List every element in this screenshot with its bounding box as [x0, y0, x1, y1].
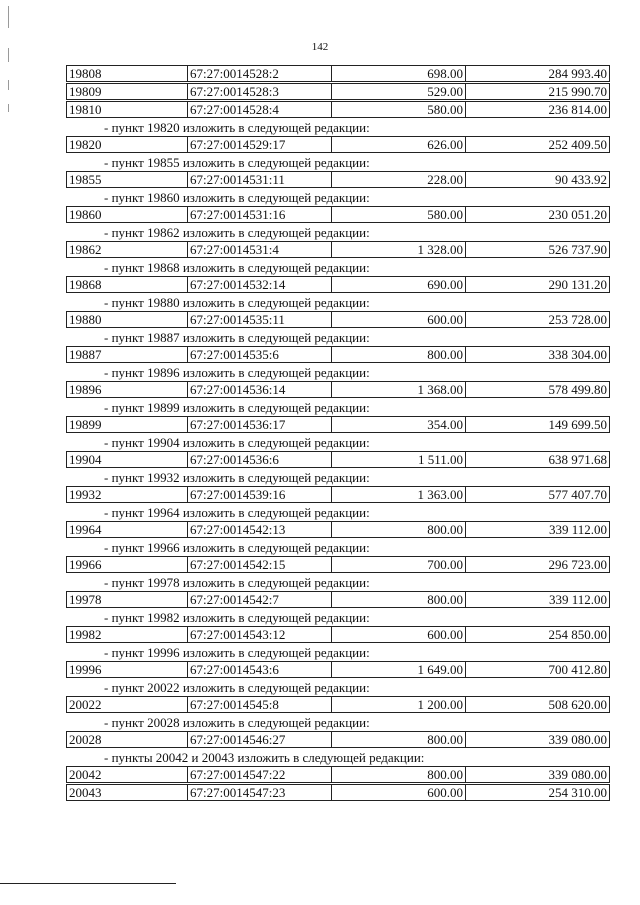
cadastral-number-cell: 67:27:0014532:14	[188, 277, 332, 292]
amendment-instruction: - пункт 19982 изложить в следующей редакции:	[104, 610, 370, 625]
cadastral-number-cell: 67:27:0014528:2	[188, 66, 332, 81]
table-row	[66, 65, 610, 82]
cadastral-number-cell: 67:27:0014528:3	[188, 84, 332, 99]
area-cell: 600.00	[332, 627, 466, 642]
item-number-cell: 20028	[67, 732, 188, 747]
cadastral-number-cell: 67:27:0014542:13	[188, 522, 332, 537]
item-number-cell: 19860	[67, 207, 188, 222]
cadastral-number-cell: 67:27:0014531:4	[188, 242, 332, 257]
cadastral-number-cell: 67:27:0014536:14	[188, 382, 332, 397]
amendment-instruction: - пункт 19868 изложить в следующей редакции:	[104, 260, 370, 275]
cadastral-number-cell: 67:27:0014528:4	[188, 102, 332, 117]
table-row	[66, 101, 610, 118]
value-cell: 236 814.00	[548, 102, 607, 117]
value-cell: 284 993.40	[548, 66, 607, 81]
area-cell: 1 363.00	[332, 487, 466, 502]
area-cell: 600.00	[332, 312, 466, 327]
table-row	[66, 171, 610, 188]
item-number-cell: 19932	[67, 487, 188, 502]
table-row	[66, 381, 610, 398]
item-number-cell: 19820	[67, 137, 188, 152]
amendment-instruction: - пункт 19899 изложить в следующей редакции:	[104, 400, 370, 415]
value-cell: 254 850.00	[548, 627, 607, 642]
area-cell: 228.00	[332, 172, 466, 187]
amendment-instruction: - пункт 20028 изложить в следующей редакции:	[104, 715, 370, 730]
value-cell: 254 310.00	[548, 785, 607, 800]
table-row	[66, 556, 610, 573]
margin-mark-middle	[8, 80, 9, 90]
cadastral-number-cell: 67:27:0014542:7	[188, 592, 332, 607]
item-number-cell: 19810	[67, 102, 188, 117]
value-cell: 339 112.00	[548, 592, 607, 607]
cadastral-number-cell: 67:27:0014535:6	[188, 347, 332, 362]
amendment-instruction: - пункт 19964 изложить в следующей редакции:	[104, 505, 370, 520]
area-cell: 529.00	[332, 84, 466, 99]
cadastral-number-cell: 67:27:0014545:8	[188, 697, 332, 712]
table-row	[66, 591, 610, 608]
amendment-instruction: - пункт 19966 изложить в следующей редакции:	[104, 540, 370, 555]
value-cell: 253 728.00	[548, 312, 607, 327]
value-cell: 638 971.68	[548, 452, 607, 467]
value-cell: 230 051.20	[548, 207, 607, 222]
area-cell: 700.00	[332, 557, 466, 572]
item-number-cell: 19880	[67, 312, 188, 327]
cadastral-number-cell: 67:27:0014546:27	[188, 732, 332, 747]
table-row	[66, 136, 610, 153]
area-cell: 1 368.00	[332, 382, 466, 397]
table-row	[66, 696, 610, 713]
table-row	[66, 206, 610, 223]
area-cell: 800.00	[332, 732, 466, 747]
table-row	[66, 784, 610, 801]
value-cell: 578 499.80	[548, 382, 607, 397]
area-cell: 698.00	[332, 66, 466, 81]
area-cell: 1 328.00	[332, 242, 466, 257]
amendment-instruction: - пункт 19820 изложить в следующей редакции:	[104, 120, 370, 135]
value-cell: 339 112.00	[548, 522, 607, 537]
value-cell: 577 407.70	[548, 487, 607, 502]
item-number-cell: 19808	[67, 66, 188, 81]
area-cell: 800.00	[332, 767, 466, 782]
amendment-instruction: - пункт 19978 изложить в следующей редакции:	[104, 575, 370, 590]
cadastral-number-cell: 67:27:0014531:11	[188, 172, 332, 187]
item-number-cell: 19996	[67, 662, 188, 677]
amendment-instruction: - пункт 19896 изложить в следующей редакции:	[104, 365, 370, 380]
table-row	[66, 276, 610, 293]
cadastral-number-cell: 67:27:0014531:16	[188, 207, 332, 222]
table-row	[66, 416, 610, 433]
area-cell: 1 511.00	[332, 452, 466, 467]
value-cell: 252 409.50	[548, 137, 607, 152]
amendment-instruction: - пункт 20022 изложить в следующей редакции:	[104, 680, 370, 695]
value-cell: 700 412.80	[548, 662, 607, 677]
area-cell: 800.00	[332, 522, 466, 537]
item-number-cell: 19964	[67, 522, 188, 537]
amendment-instruction: - пункт 19880 изложить в следующей редакции:	[104, 295, 370, 310]
item-number-cell: 19978	[67, 592, 188, 607]
area-cell: 600.00	[332, 785, 466, 800]
item-number-cell: 19899	[67, 417, 188, 432]
amendment-instruction: - пункт 19904 изложить в следующей редакции:	[104, 435, 370, 450]
amendment-instruction: - пункт 19860 изложить в следующей редакции:	[104, 190, 370, 205]
item-number-cell: 19855	[67, 172, 188, 187]
cadastral-number-cell: 67:27:0014543:12	[188, 627, 332, 642]
cadastral-number-cell: 67:27:0014539:16	[188, 487, 332, 502]
area-cell: 580.00	[332, 207, 466, 222]
table-row	[66, 766, 610, 783]
area-cell: 580.00	[332, 102, 466, 117]
item-number-cell: 20043	[67, 785, 188, 800]
margin-mark-lower	[8, 104, 9, 112]
table-row	[66, 661, 610, 678]
cadastral-number-cell: 67:27:0014547:22	[188, 767, 332, 782]
item-number-cell: 19868	[67, 277, 188, 292]
amendment-instruction: - пункт 19862 изложить в следующей редакции:	[104, 225, 370, 240]
cadastral-number-cell: 67:27:0014529:17	[188, 137, 332, 152]
table-row	[66, 451, 610, 468]
table-row	[66, 311, 610, 328]
amendment-instruction: - пункт 19855 изложить в следующей редакции:	[104, 155, 370, 170]
value-cell: 508 620.00	[548, 697, 607, 712]
table-row	[66, 241, 610, 258]
value-cell: 339 080.00	[548, 767, 607, 782]
value-cell: 149 699.50	[548, 417, 607, 432]
value-cell: 215 990.70	[548, 84, 607, 99]
amendment-instruction: - пункт 19887 изложить в следующей редакции:	[104, 330, 370, 345]
table-row	[66, 731, 610, 748]
table-row	[66, 521, 610, 538]
value-cell: 339 080.00	[548, 732, 607, 747]
amendment-instruction: - пункт 19996 изложить в следующей редакции:	[104, 645, 370, 660]
table-row	[66, 83, 610, 100]
table-row	[66, 486, 610, 503]
margin-mark-top	[8, 6, 9, 28]
value-cell: 90 433.92	[555, 172, 607, 187]
area-cell: 800.00	[332, 592, 466, 607]
area-cell: 800.00	[332, 347, 466, 362]
page-number: 142	[311, 41, 329, 53]
item-number-cell: 19904	[67, 452, 188, 467]
cadastral-number-cell: 67:27:0014542:15	[188, 557, 332, 572]
item-number-cell: 19896	[67, 382, 188, 397]
area-cell: 1 200.00	[332, 697, 466, 712]
area-cell: 1 649.00	[332, 662, 466, 677]
cadastral-number-cell: 67:27:0014536:17	[188, 417, 332, 432]
table-row	[66, 346, 610, 363]
cadastral-number-cell: 67:27:0014543:6	[188, 662, 332, 677]
table-row	[66, 626, 610, 643]
item-number-cell: 19887	[67, 347, 188, 362]
document-body	[66, 65, 610, 802]
amendment-instruction: - пункт 19932 изложить в следующей редакции:	[104, 470, 370, 485]
cadastral-number-cell: 67:27:0014547:23	[188, 785, 332, 800]
footnote-separator	[0, 883, 176, 884]
item-number-cell: 19809	[67, 84, 188, 99]
amendment-instruction: - пункты 20042 и 20043 изложить в следующей редакции:	[104, 750, 425, 765]
value-cell: 290 131.20	[548, 277, 607, 292]
area-cell: 354.00	[332, 417, 466, 432]
value-cell: 296 723.00	[548, 557, 607, 572]
area-cell: 690.00	[332, 277, 466, 292]
cadastral-number-cell: 67:27:0014536:6	[188, 452, 332, 467]
item-number-cell: 19966	[67, 557, 188, 572]
item-number-cell: 19862	[67, 242, 188, 257]
value-cell: 338 304.00	[548, 347, 607, 362]
item-number-cell: 20022	[67, 697, 188, 712]
item-number-cell: 20042	[67, 767, 188, 782]
area-cell: 626.00	[332, 137, 466, 152]
cadastral-number-cell: 67:27:0014535:11	[188, 312, 332, 327]
value-cell: 526 737.90	[548, 242, 607, 257]
item-number-cell: 19982	[67, 627, 188, 642]
